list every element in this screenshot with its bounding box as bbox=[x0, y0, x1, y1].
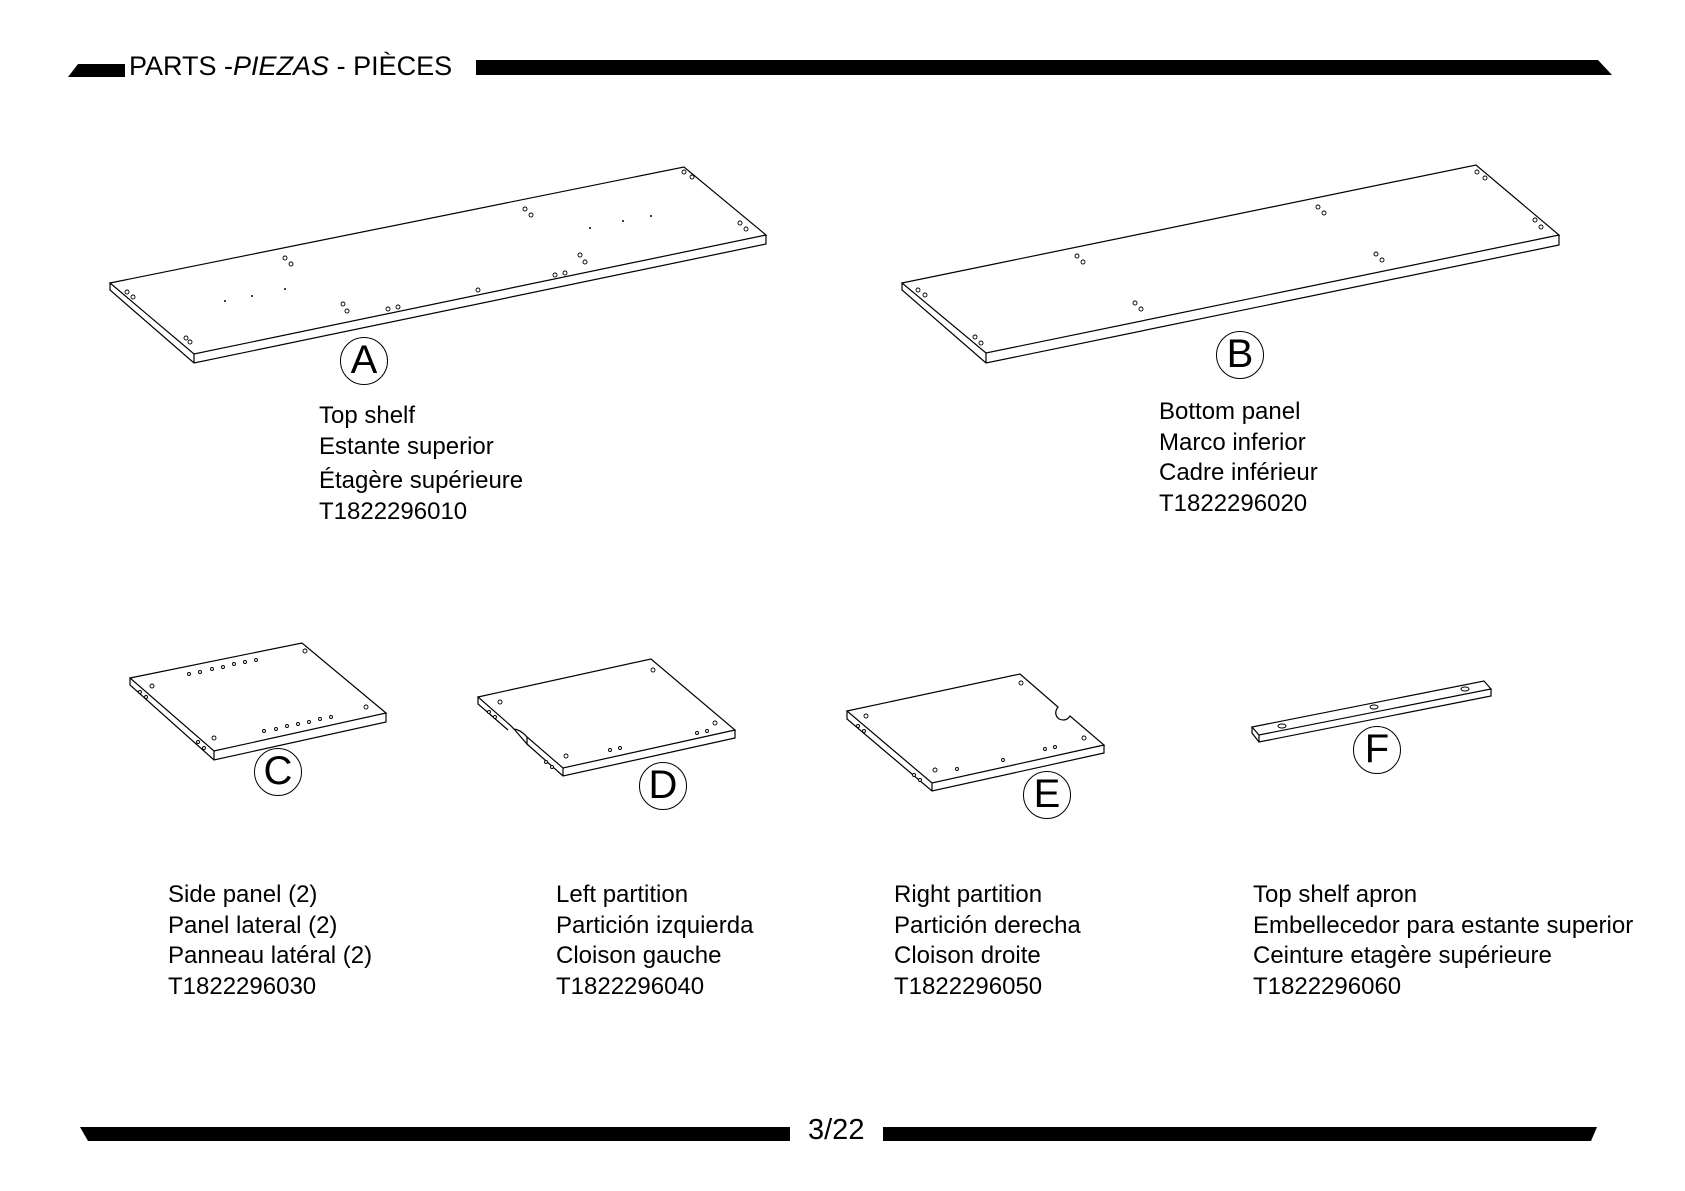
part-c-french: Panneau latéral (2) bbox=[168, 942, 373, 969]
part-b-french: Cadre inférieur bbox=[1159, 459, 1318, 486]
part-e-letter: E bbox=[1023, 771, 1071, 819]
part-c-english: Side panel (2) bbox=[168, 881, 318, 908]
part-a-part-number: T1822296010 bbox=[319, 497, 468, 525]
part-b-part-number: T1822296020 bbox=[1159, 489, 1308, 517]
part-f-letter: F bbox=[1353, 726, 1401, 774]
title-french: PIÈCES bbox=[353, 51, 453, 81]
part-d-french: Cloison gauche bbox=[556, 942, 722, 969]
part-b-spanish: Marco inferior bbox=[1159, 428, 1306, 456]
part-d-letter: D bbox=[639, 762, 687, 810]
part-a-spanish: Estante superior bbox=[319, 432, 494, 460]
part-d-part-number: T1822296040 bbox=[556, 972, 705, 1000]
part-c-spanish: Panel lateral (2) bbox=[168, 911, 338, 939]
title-english: PARTS - bbox=[129, 51, 234, 81]
part-a-french: Étagère supérieure bbox=[319, 467, 524, 494]
title-separator: - bbox=[329, 51, 354, 81]
part-e-french: Cloison droite bbox=[894, 942, 1041, 969]
part-e-spanish: Partición derecha bbox=[894, 911, 1081, 939]
part-f-french: Ceinture etagère supérieure bbox=[1253, 942, 1552, 969]
part-a-english: Top shelf bbox=[319, 402, 416, 429]
part-e-english: Right partition bbox=[894, 881, 1043, 908]
footer-right-bar bbox=[883, 1127, 1597, 1141]
footer-left-bar bbox=[80, 1127, 790, 1141]
part-b-english: Bottom panel bbox=[1159, 398, 1301, 425]
part-f-part-number: T1822296060 bbox=[1253, 972, 1402, 1000]
part-e-part-number: T1822296050 bbox=[894, 972, 1043, 1000]
title-spanish: PIEZAS bbox=[233, 51, 330, 81]
part-f-english: Top shelf apron bbox=[1253, 881, 1418, 908]
part-f-spanish: Embellecedor para estante superior bbox=[1253, 911, 1634, 939]
part-b-letter: B bbox=[1216, 331, 1264, 379]
part-a-letter: A bbox=[340, 337, 388, 385]
part-d-spanish: Partición izquierda bbox=[556, 911, 754, 939]
part-c-letter: C bbox=[254, 748, 302, 796]
part-c-part-number: T1822296030 bbox=[168, 972, 317, 1000]
page-number: 3/22 bbox=[808, 1114, 865, 1146]
part-d-english: Left partition bbox=[556, 881, 689, 908]
